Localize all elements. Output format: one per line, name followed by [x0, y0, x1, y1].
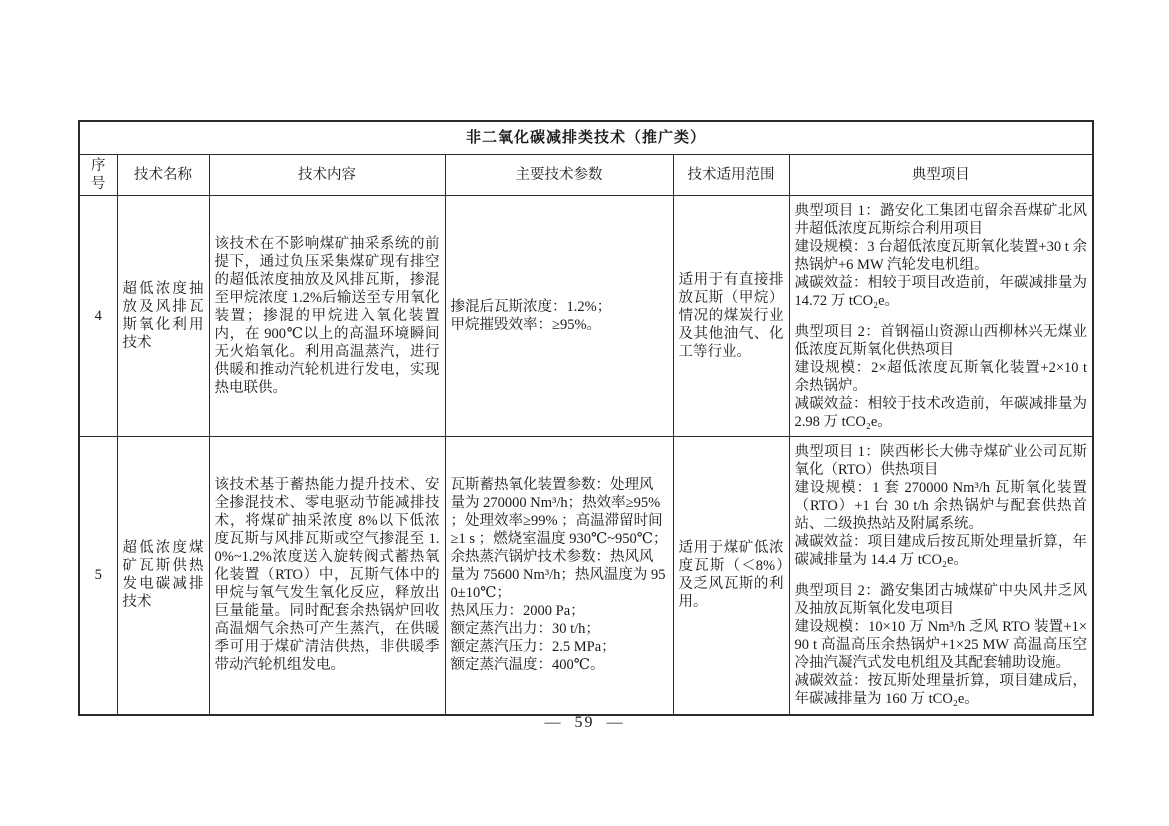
param-line: 额定蒸汽温度：400℃。	[450, 657, 605, 674]
param-line: 额定蒸汽压力：2.5 MPa；	[450, 639, 616, 656]
table-header-row	[79, 155, 1093, 196]
col-header-seq: 序号	[79, 155, 117, 196]
project-line: 典型项目 2：首钢福山资源山西柳林兴无煤业低浓度瓦斯氧化供热项目	[794, 323, 1088, 358]
project-block	[795, 443, 1088, 569]
project-block	[795, 582, 1088, 708]
row4-seq: 4	[79, 196, 117, 437]
row5-tech-scope: 适用于煤矿低浓度瓦斯（＜8%）及乏风瓦斯的利用。	[673, 437, 789, 715]
row5-typical-projects	[789, 437, 1093, 715]
param-line: 甲烷摧毁效率：≥95%。	[450, 317, 602, 333]
table-row	[79, 196, 1093, 437]
project-block	[795, 323, 1088, 431]
col-header-name: 技术名称	[117, 155, 209, 196]
project-line: 建设规模：3 台超低浓度瓦斯氧化装置+30 t 余热锅炉+6 MW 汽轮发电机组。	[794, 238, 1088, 273]
project-line: 典型项目 1：潞安化工集团屯留余吾煤矿北风井超低浓度瓦斯综合利用项目	[794, 202, 1088, 237]
page-number: — 59 —	[544, 714, 625, 731]
row4-typical-projects	[789, 196, 1093, 437]
param-line: 额定蒸汽出力：30 t/h；	[450, 621, 600, 638]
row4-tech-content: 该技术在不影响煤矿抽采系统的前提下，通过负压采集煤矿现有排空的超低浓度抽放及风排瓦斯，掺混至甲烷浓度 1.2%后输送至专用氧化装置；掺混的甲烷进入氧化装置内，在 900℃以上的高温环境瞬间无火焰氧化。利用高温蒸汽，进行供暖和推动汽轮机进行发电，实现热电联供。	[209, 196, 445, 437]
row4-tech-scope: 适用于有直接排放瓦斯（甲烷）情况的煤炭行业及其他油气、化工等行业。	[673, 196, 789, 437]
project-line: 典型项目 2：潞安集团古城煤矿中央风井乏风及抽放瓦斯氧化发电项目	[794, 582, 1088, 617]
param-line: 余热蒸汽锅炉技术参数：热风风量为 75600 Nm³/h；热风温度为 950±10℃；	[450, 549, 666, 602]
col-header-params: 主要技术参数	[445, 155, 673, 196]
project-line: 减碳效益：相较于技术改造前，年碳减排量为 2.98 万 tCO₂e。	[794, 395, 1088, 430]
param-line: 掺混后瓦斯浓度：1.2%；	[450, 299, 612, 315]
table-title: 非二氧化碳减排类技术（推广类）	[79, 121, 1093, 155]
project-block	[795, 202, 1088, 310]
table-title-row	[79, 121, 1093, 155]
row5-tech-content: 该技术基于蓄热能力提升技术、安全掺混技术、零电驱动节能减排技术，将煤矿抽采浓度 8%以下低浓度瓦斯与风排瓦斯或空气掺混至 1.0%~1.2%浓度送入旋转阀式蓄热氧化装置（RTO）中，瓦斯气体中的甲烷与氧气发生氧化反应，释放出巨量能量。同时配套余热锅炉回收高温烟气余热可产生蒸汽，在供暖季可用于煤矿清洁供热，非供暖季带动汽轮机组发电。	[209, 437, 445, 715]
technology-table	[78, 120, 1094, 716]
col-header-scope: 技术适用范围	[673, 155, 789, 196]
project-line: 建设规模：1 套 270000 Nm³/h 瓦斯氧化装置（RTO）+1 台 30 t/h 余热锅炉与配套供热首站、二级换热站及附属系统。	[794, 479, 1088, 532]
project-line: 减碳效益：相较于项目改造前，年碳减排量为 14.72 万 tCO₂e。	[794, 274, 1088, 309]
row4-tech-name: 超低浓度抽放及风排瓦斯氧化利用技术	[117, 196, 209, 437]
col-header-projects: 典型项目	[789, 155, 1093, 196]
row5-seq: 5	[79, 437, 117, 715]
project-line: 建设规模：2×超低浓度瓦斯氧化装置+2×10 t 余热锅炉。	[794, 359, 1088, 394]
project-line: 建设规模：10×10 万 Nm³/h 乏风 RTO 装置+1×90 t 高温高压余热锅炉+1×25 MW 高温高压空冷抽汽凝汽式发电机组及其配套辅助设施。	[794, 618, 1088, 671]
row5-tech-name: 超低浓度煤矿瓦斯供热发电碳减排技术	[117, 437, 209, 715]
project-line: 减碳效益：项目建成后按瓦斯处理量折算，年碳减排量为 14.4 万 tCO₂e。	[794, 533, 1088, 568]
param-line: 瓦斯蓄热氧化装置参数：处理风量为 270000 Nm³/h；热效率≥95% ；处理效率≥99% ；高温滞留时间≥1 s ；燃烧室温度 930℃~950℃；	[450, 477, 668, 548]
col-header-content: 技术内容	[209, 155, 445, 196]
project-line: 减碳效益：按瓦斯处理量折算，项目建成后，年碳减排量为 160 万 tCO₂e。	[794, 672, 1088, 707]
row5-tech-params	[445, 437, 673, 715]
row4-tech-params	[445, 196, 673, 437]
table-row	[79, 437, 1093, 715]
project-line: 典型项目 1：陕西彬长大佛寺煤矿业公司瓦斯氧化（RTO）供热项目	[794, 443, 1088, 478]
param-line: 热风压力：2000 Pa；	[450, 603, 585, 620]
